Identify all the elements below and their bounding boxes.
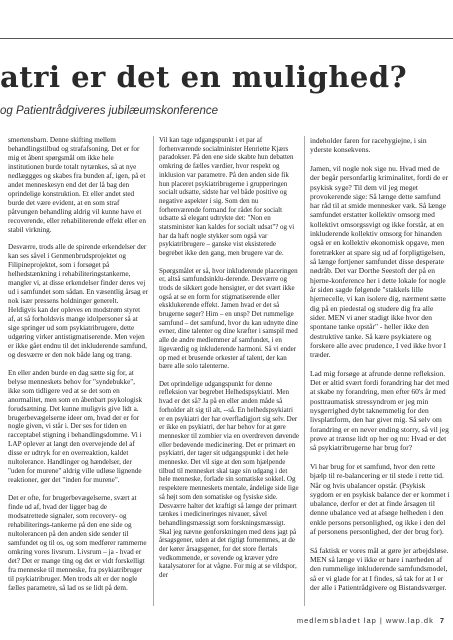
article-subtitle: og Patientrådgiveres jubilæumskonference: [0, 105, 218, 117]
page-footer: [0, 614, 453, 626]
paragraph: Det er ofte, for brugerbevægelserne, svært at finde ud af, hvad der ligger bag de modsatrettede signaler, som recovery- og rehabiliterings-tankerne på den ene side og nultolerancen på den anden side sender til samfundet og til os, og som medfører rammerne omkring vores livsrum. Livsrum – ja - hvad er det? Det er mange ting og det er vidt forskelligt fra menneske til menneske, fra psykiatribruger til psykiatribruger. Men trods alt er der nogle fælles parametre, så lad os se lidt på dem.: [8, 494, 147, 592]
paragraph: Lad mig forsøge at afrunde denne refleksion. Det er altid svært fordi forandring har det med at skabe ny forandring, men efter 60's år med posttraumatisk stressyndrom er jeg min nysgerrighed dybt taknemmelig for den livsplattform, den har givet mig. Så selv om forandring er en never ending storry, så vil jeg prøve at trænse lidt op her og nu: Hvad er det så psykiatribrugerne har brug for?: [310, 368, 450, 453]
text-column-3: [310, 136, 450, 602]
paragraph: indeholder faren for racehygiejne, i sin yderste konsekvens.: [310, 136, 427, 155]
text-column-1: [8, 136, 148, 602]
text-column-2: [159, 136, 299, 589]
paragraph: Vi har brug for et samfund, hvor den rette bjælp til re-balancering er til stede i rette tid. Når og hvis ubalancer opstår. (Psykisk sygdom er en psykisk balance der er kommet i ubalance, derfor er det at finde årsagen til denne ubalance ved at afsøge helheden i den enkle persons personlighed, og ikke i den del af personens personlighed, der der brug for).: [310, 461, 450, 537]
article-headline: atri er det en mulighed?: [0, 60, 408, 94]
publication-info: medlemsbladet lap | www.lap.dk: [296, 615, 434, 625]
paragraph: Det oprindelige udgangspunkt for denne refleksion var begrebet Helhedspsykiatri. Men hvad er det så? Ja på en eller anden måde så forholder alt sig til alt, --så. En helhedspsykiatri er en psykiatri der har overfladigjort sig selv. Der er ikke en psykiatri, der har behov for at gøre mennesker til zombier via en overdreven døvende eller bedøvende medicinering. Det er primært en psykiatri, der tager sit udgangspunkt i det hele menneske. Det vil sige at den som hjælpende tilbud til mennesket skal tage sin udgang i det hele menneske, forlade sin somatiske sokkel. Og respektere menneskets mentale, åndelige side lige så højt som den somatiske og fysiske side. Desværre halter det kraftigt så længe der primært tænkes i medicineringes nivauer, såvel behandlingsmæssigt som forskningsmæssigt. Skal jeg nævne genforskningen med dens jagt på årsagsgener, uden at det rigtigt fornemmes, at de der kører årsagsgener, for det store flertals vedkommende, er sovende og kræver ydre katalysatorer for at vågne. For mig at se vildspor, der: [159, 379, 299, 580]
paragraph: Så faktisk er vores mål at gøre jer arbejdsløse. MEN så længe vi ikke er bare i nærheden af den rummelige inkluderende samfundsmodel, så er vi glade for at I findes, så tak for at I er der alle i Patientrådgivere og Bistandsværger.: [310, 545, 449, 592]
paragraph: Vil kan tage udgangspunkt i et par af forhenværende socialminister Henriette Kjærs paradokser. På den ene side skabte hun debatten omkring de fælles værdier, hvor respekt og inklusion var parametre. På den anden side fik hun placeret psykiatribrugerne i grupperingen socialt udsatte, sidste har vel både positive og negative aspekter i sig. Som den nu forhenværende formand for rådet for socialt udsatte så elegant udtrykte det: "Non en statsminister kan kaldes for socialt udsat"? og vi har da haft nogle stykker som også var psykiatribrugere – ganske vist eksisterede begrebet ikke den gang, men brugere var de.: [159, 136, 295, 258]
paragraph: Jamen, vil nogle nok sige nu. Hvad med de der begår personfarlig kriminalitet, fordi de er psykisk syge? Til dem vil jeg meget provokerende sige: Så længe dette samfund har råd til at smide mennesker væk. Så længe samfundet erstatter kollektiv omsorg med kollektivt omsorgssvigt og ikke forstår, at en inkluderende kollektiv omsorg for hinanden også er en kollektiv økonomisk opgave, men foretrækker at spare sig ud af forpligtigelsen, så længe fortjener samfundet disse desperate nødråb. Det var Dorthe Seestoft der på en hjerne-konference her i dette lokale for nogle år siden sagde følgende "stakkels lille hjernecelle, vi kan isolere dig, nærment sætte dig på en piedestal og studere dig fra alle sider. MEN vi aner stadigt ikke hvor den spontane tanke opstår" - heller ikke den destruktive tanke. Så kære psykiatere og forskere alle avec prudence, I ved ikke hvor I træder.: [310, 163, 449, 360]
top-rule: [0, 38, 453, 39]
paragraph: Spørgsmålet er så, hvor inkluderende placeringen er, altså samfundsinklu-derende. Desværre og trods de sikkert gode hensigter, er det svært ikke også at se en form for stigmatiserende eller eksklukerende effekt. Jamen hvad er det så brugerne søger? Him – en unsp? Det rummelige samfund – det samfund, hvor du kan udnytte dine evner, dine talenter og dine kræfter i samspil med alle de andre medlemmer af samfundet, i en ligeværdig og inkluderende harmoni. Så vi ender op med et brusende orkester af talent, der kan bære alle solo talenterne.: [159, 266, 299, 371]
page-number: 7: [439, 615, 445, 625]
paragraph: Desværre, trods alle de spirende erkendelser der kan ses såvel i Genmenbrudsprojektet og Filipineprojektet, som i forsøget på helhedstænkning i rehabiliteringstankerne, mangler vi, at disse erkendelser finder deres vej ud i samfundet som sådan. En væsentlig årsag er nok især pressens holdninger generelt. Heldigvis kan der opleves en modstrøm styret af, at så forholdsvis mange idolpersoner så at sige springer ud som psykiatribrugere, dette udgøring virker antistigmatiserende. Men vejen er ikke gået endnu til det inkluderende samfund, og desværre er den nok både lang og trang.: [8, 243, 148, 359]
paragraph: En eller anden burde en dag sætte sig for, at belyse menneskets behov for "syndebukke", ikke som tidligere ved at se det som en anormalitet, men som en åbenbart psykologisk forudsætning. Det kunne muligvis give lidt a. brugerbevægelserne ideer om, hvad der er for nogle given, vi står i. Der ses for tiden en racceptabel stigning i behandlingsdomme. Vi i LAP oplever at langt den overvejende del af disse er udtryk for en overreaktion, kaldet nultolerance. Handlinger og hændelser, der "uden for murene" aldrig ville udløse lignende reaktioner, gør det "inden for murene".: [8, 368, 143, 485]
article-body: [0, 136, 453, 610]
paragraph: smertensbarn. Denne skifting mellem behandlingstilbud og strafafsoning. Det er for mig et åbent spørgsmål om ikke hele institutionen burde totalt nytænkes, så at nye nedlæggges og skabes fra bunden af, igen, på et andet menneskesyn end det der lå bag den oprindelige konstruktion. Et eller andet sted burde det være evident, at en som straf påtvungen behandling aldrig vil kunne have et recoverende, eller rehabiliterende effekt eller en stabil virkning.: [8, 136, 146, 234]
